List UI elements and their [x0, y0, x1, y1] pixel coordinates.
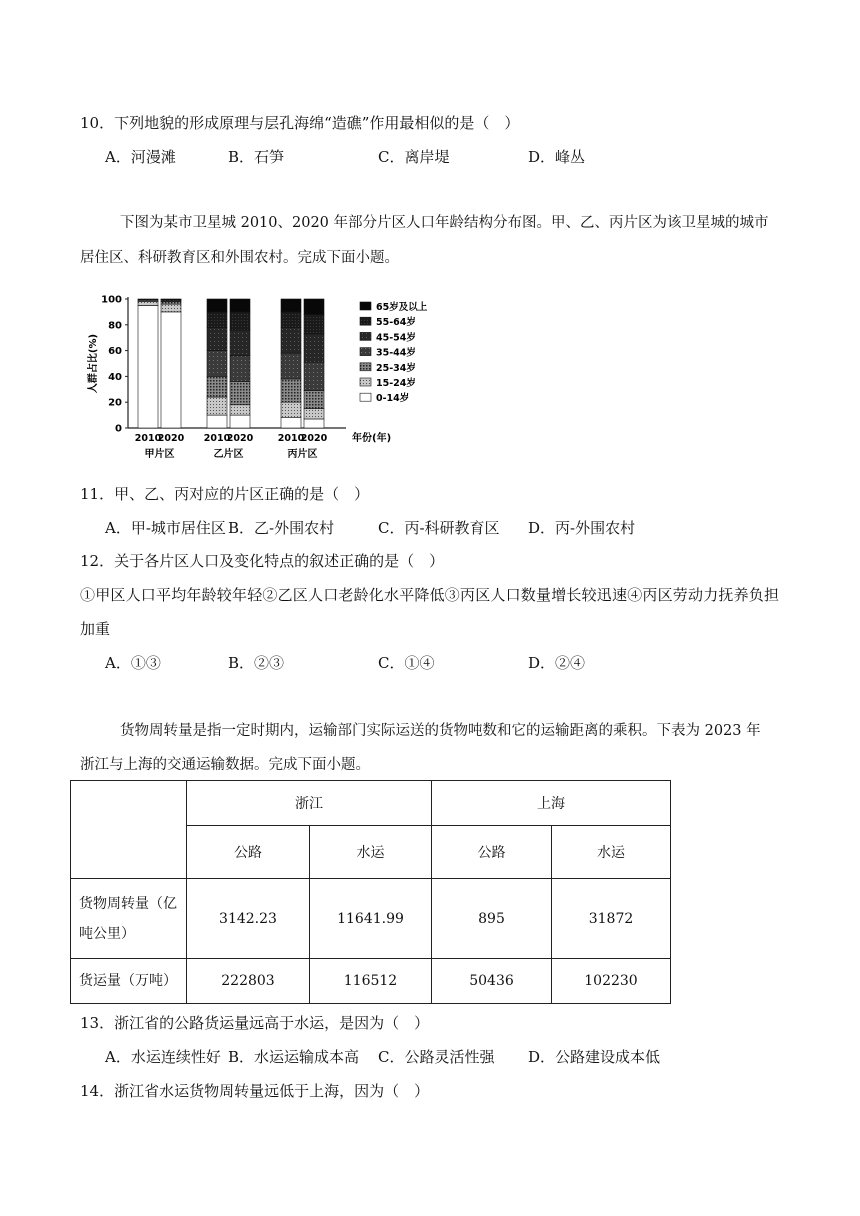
bar-segment [304, 314, 324, 333]
bar-segment [207, 397, 227, 415]
bar-segment [281, 327, 301, 353]
table-cell: 31872 [552, 879, 671, 959]
q10-option-c: C．离岸堤 [378, 148, 450, 166]
group-label: 乙片区 [213, 449, 244, 460]
q12-option-b: B．②③ [228, 654, 285, 672]
question-10-stem: 10．下列地貌的形成原理与层孔海绵“造礁”作用最相似的是（ ） [80, 114, 520, 132]
x-tick-label: 2010 [203, 433, 231, 444]
bar-segment [281, 418, 301, 428]
bar-segment [230, 405, 250, 415]
legend-swatch [360, 363, 371, 371]
intro2-line1: 货物周转量是指一定时期内，运输部门实际运送的货物吨数和它的运输距离的乘积。下表为 2023 年 [120, 723, 761, 739]
bar-segment [230, 382, 250, 405]
legend-swatch [360, 332, 371, 340]
table-subheader-zj-water: 水运 [310, 826, 432, 879]
bar-segment [161, 302, 181, 305]
bar-segment [138, 302, 158, 306]
transport-data-table [70, 780, 671, 1004]
q11-option-d: D．丙-外围农村 [528, 519, 636, 537]
legend-swatch [360, 348, 371, 356]
q10-option-d: D．峰丛 [528, 148, 586, 166]
bar-segment [207, 312, 227, 327]
bar-segment [281, 299, 301, 312]
table-subheader-sh-road: 公路 [432, 826, 552, 879]
table-header-zhejiang: 浙江 [187, 781, 432, 826]
legend-label: 15-24岁 [376, 378, 416, 389]
bar-segment [281, 379, 301, 402]
question-12-statements-cont: 加重 [80, 620, 111, 638]
bar-segment [304, 362, 324, 390]
y-tick-label: 0 [115, 423, 122, 435]
bar-segment [207, 351, 227, 377]
table-cell: 50436 [432, 959, 552, 1004]
bar-segment [138, 299, 158, 300]
legend-label: 0-14岁 [376, 393, 410, 405]
bar-segment [304, 419, 324, 428]
age-structure-chart [84, 287, 444, 472]
bar-segment [230, 330, 250, 356]
table-row-label-turnover-a: 货物周转量（亿 [79, 895, 177, 912]
bar-segment [281, 353, 301, 379]
x-axis-label: 年份(年) [352, 433, 392, 444]
table-corner-cell [71, 781, 187, 879]
table-cell: 3142.23 [187, 879, 310, 959]
bar-segment [230, 299, 250, 312]
legend-label: 55-64岁 [376, 317, 416, 329]
q12-option-c: C．①④ [378, 654, 435, 672]
q13-option-d: D．公路建设成本低 [528, 1048, 661, 1066]
q11-option-b: B．乙-外围农村 [228, 519, 335, 537]
bar-segment [230, 356, 250, 382]
y-tick-label: 20 [108, 397, 122, 409]
bar-segment [207, 327, 227, 350]
legend-swatch [360, 317, 371, 325]
table-cell: 895 [432, 879, 552, 959]
question-14-stem: 14．浙江省水运货物周转量远低于上海，因为（ ） [80, 1082, 430, 1100]
q13-option-a: A．水运连续性好 [105, 1048, 221, 1066]
table-cell: 11641.99 [310, 879, 432, 959]
legend-label: 45-54岁 [376, 332, 416, 344]
intro2-line2: 浙江与上海的交通运输数据。完成下面小题。 [80, 757, 370, 773]
q12-option-a: A．①③ [105, 654, 161, 672]
x-tick-label: 2010 [277, 433, 305, 444]
table-subheader-zj-road: 公路 [187, 826, 310, 879]
table-subheader-sh-water: 水运 [552, 826, 671, 879]
q10-option-a: A．河漫滩 [105, 148, 176, 166]
q13-option-c: C．公路灵活性强 [378, 1048, 495, 1066]
bar-segment [304, 409, 324, 419]
table-row-label-turnover [71, 879, 187, 959]
bar-segment [207, 376, 227, 397]
legend-swatch [360, 302, 371, 310]
bar-segment [230, 415, 250, 428]
table-cell: 116512 [310, 959, 432, 1004]
y-tick-label: 60 [108, 346, 122, 358]
question-12-stem: 12．关于各片区人口及变化特点的叙述正确的是（ ） [80, 552, 445, 570]
q12-option-d: D．②④ [528, 654, 586, 672]
legend-label: 65岁及以上 [376, 302, 428, 313]
x-tick-label: 2010 [134, 433, 162, 444]
q11-option-a: A．甲-城市居住区 [105, 519, 226, 537]
q10-option-b: B．石笋 [228, 148, 285, 166]
legend-label: 35-44岁 [376, 347, 416, 359]
bar-segment [138, 305, 158, 428]
y-tick-label: 100 [101, 294, 122, 306]
bar-segment [304, 334, 324, 362]
table-row-label-volume: 货运量（万吨） [71, 959, 187, 1004]
legend-label: 25-34岁 [376, 362, 416, 374]
x-tick-label: 2020 [300, 433, 328, 444]
table-cell: 222803 [187, 959, 310, 1004]
bar-segment [281, 312, 301, 327]
y-axis-label: 人群占比(%) [88, 333, 99, 394]
legend-swatch [360, 393, 371, 401]
table-header-shanghai: 上海 [432, 781, 671, 826]
q11-option-c: C．丙-科研教育区 [378, 519, 500, 537]
bar-segment [304, 299, 324, 314]
group-label: 甲片区 [144, 449, 175, 460]
table-row-label-turnover-b: 吨公里） [79, 925, 135, 942]
question-13-stem: 13．浙江省的公路货运量远高于水运，是因为（ ） [80, 1014, 430, 1032]
x-tick-label: 2020 [226, 433, 254, 444]
bar-segment [207, 415, 227, 428]
group-label: 丙片区 [287, 449, 318, 460]
legend-swatch [360, 378, 371, 386]
bar-segment [161, 304, 181, 312]
question-12-statements: ①甲区人口平均年龄较年轻②乙区人口老龄化水平降低③丙区人口数量增长较迅速④丙区劳动力抚养负担 [80, 586, 780, 604]
table-cell: 102230 [552, 959, 671, 1004]
bar-segment [304, 391, 324, 409]
intro1-line2: 居住区、科研教育区和外围农村。完成下面小题。 [80, 250, 399, 266]
bar-segment [281, 402, 301, 417]
question-11-stem: 11．甲、乙、丙对应的片区正确的是（ ） [80, 485, 370, 503]
y-tick-label: 80 [108, 320, 122, 332]
bar-segment [161, 312, 181, 428]
x-tick-label: 2020 [157, 433, 185, 444]
y-tick-label: 40 [108, 371, 122, 383]
intro1-line1: 下图为某市卫星城 2010、2020 年部分片区人口年龄结构分布图。甲、乙、丙片区为该卫星城的城市 [120, 215, 769, 231]
q13-option-b: B．水运运输成本高 [228, 1048, 360, 1066]
bar-segment [207, 299, 227, 312]
bar-segment [230, 312, 250, 330]
